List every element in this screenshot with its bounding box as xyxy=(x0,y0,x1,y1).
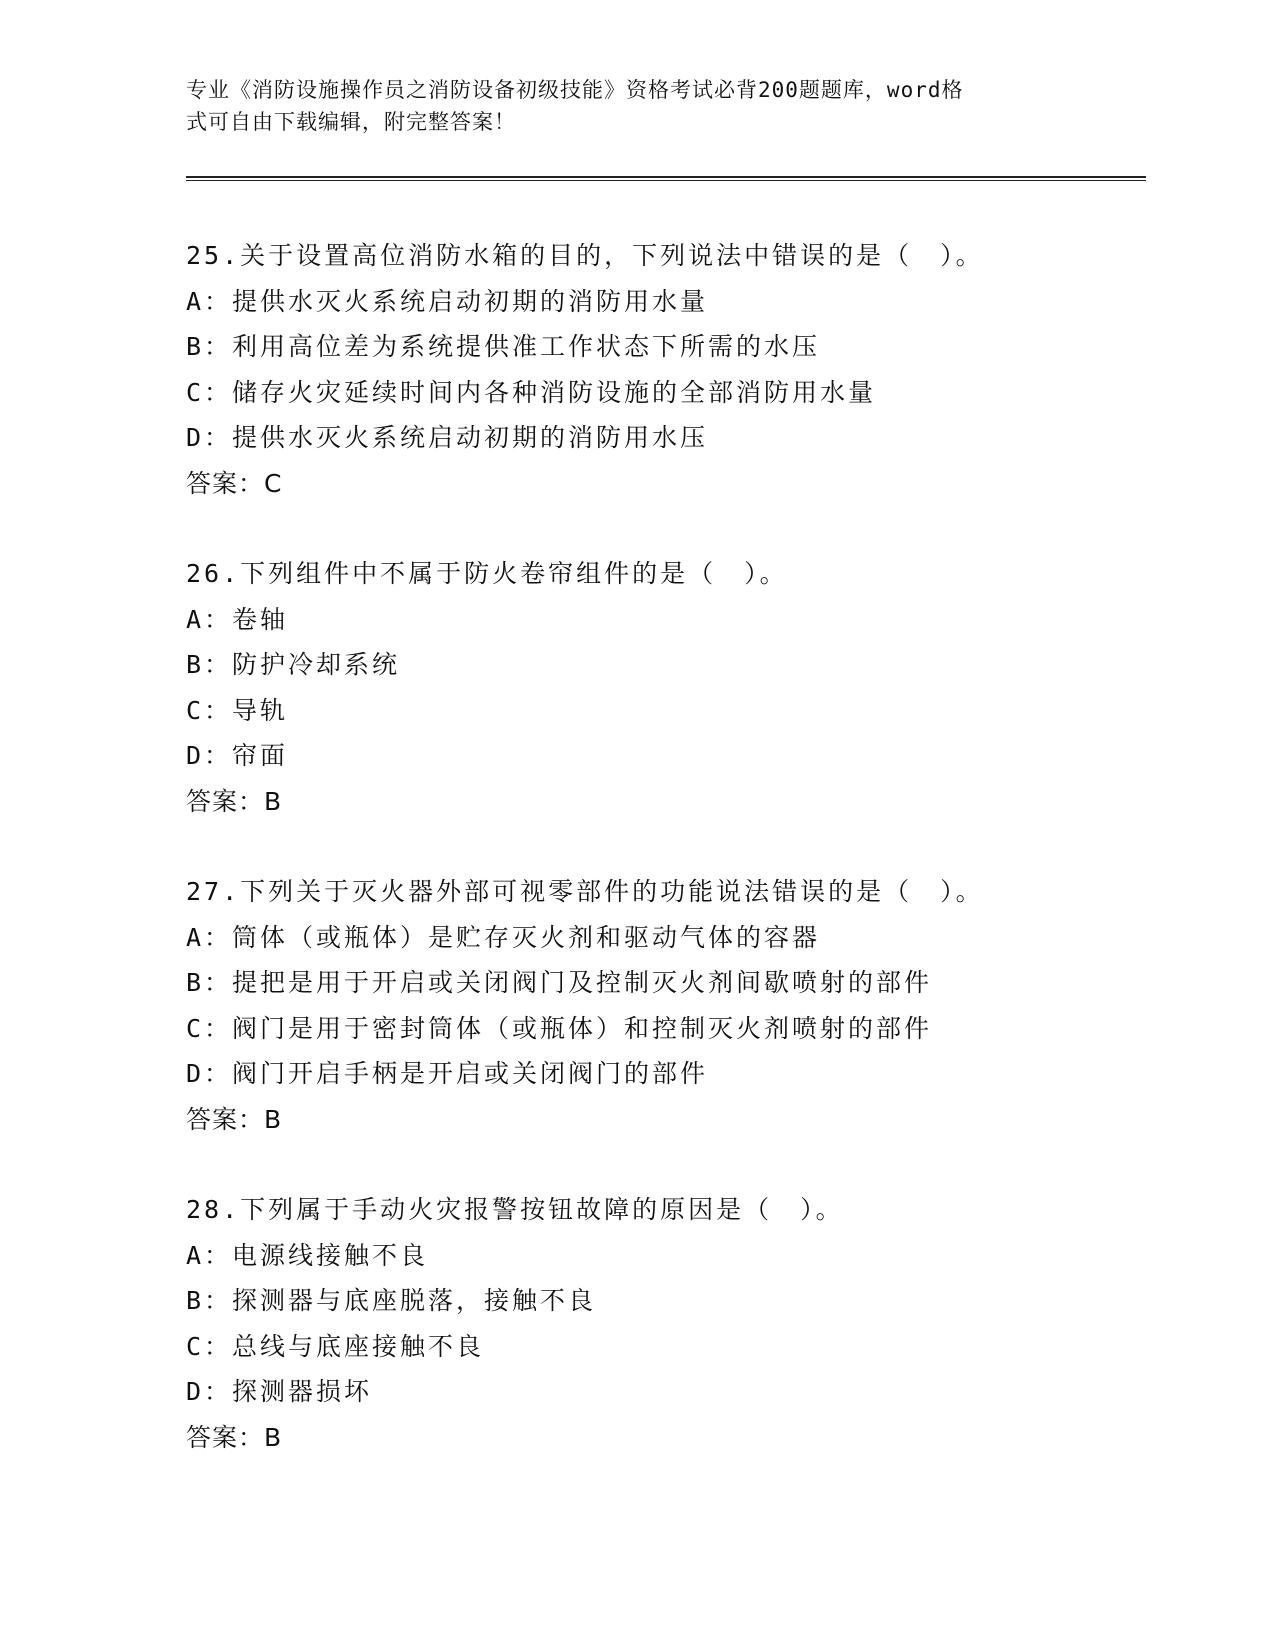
answer: 答案：B xyxy=(186,1422,283,1452)
header-line-1: 专业《消防设施操作员之消防设备初级技能》资格考试必背200题题库，word格 xyxy=(186,78,964,102)
header-divider xyxy=(186,176,1146,181)
option-d: D：帘面 xyxy=(186,741,289,770)
option-c: C：总线与底座接触不良 xyxy=(186,1331,485,1361)
option-c: C：阀门是用于密封筒体（或瓶体）和控制灭火剂喷射的部件 xyxy=(186,1013,933,1043)
option-d: D：提供水灭火系统启动初期的消防用水压 xyxy=(186,423,709,452)
question-stem: 26.下列组件中不属于防火卷帘组件的是（ ）。 xyxy=(186,559,788,588)
header-line-2: 式可自由下载编辑，附完整答案！ xyxy=(186,110,516,134)
option-a: A：提供水灭火系统启动初期的消防用水量 xyxy=(186,286,709,316)
question-list xyxy=(186,233,1146,1505)
answer: 答案：C xyxy=(186,468,283,498)
question-28 xyxy=(186,1187,1146,1505)
document-header xyxy=(186,74,1066,138)
option-a: A：卷轴 xyxy=(186,604,289,634)
option-a: A：筒体（或瓶体）是贮存灭火剂和驱动气体的容器 xyxy=(186,922,821,952)
option-b: B：探测器与底座脱落，接触不良 xyxy=(186,1286,597,1315)
option-b: B：防护冷却系统 xyxy=(186,650,401,679)
question-25 xyxy=(186,233,1146,551)
option-b: B：利用高位差为系统提供准工作状态下所需的水压 xyxy=(186,332,821,361)
option-d: D：阀门开启手柄是开启或关闭阀门的部件 xyxy=(186,1059,709,1088)
option-b: B：提把是用于开启或关闭阀门及控制灭火剂间歇喷射的部件 xyxy=(186,968,933,997)
option-d: D：探测器损坏 xyxy=(186,1377,373,1406)
option-a: A：电源线接触不良 xyxy=(186,1240,429,1270)
question-stem: 28.下列属于手动火灾报警按钮故障的原因是（ ）。 xyxy=(186,1195,844,1224)
answer: 答案：B xyxy=(186,786,283,816)
option-c: C：储存火灾延续时间内各种消防设施的全部消防用水量 xyxy=(186,377,877,407)
question-27 xyxy=(186,869,1146,1187)
option-c: C：导轨 xyxy=(186,695,289,725)
question-stem: 25.关于设置高位消防水箱的目的，下列说法中错误的是（ ）。 xyxy=(186,241,984,270)
question-26 xyxy=(186,551,1146,869)
question-stem: 27.下列关于灭火器外部可视零部件的功能说法错误的是（ ）。 xyxy=(186,877,984,906)
answer: 答案：B xyxy=(186,1104,283,1134)
